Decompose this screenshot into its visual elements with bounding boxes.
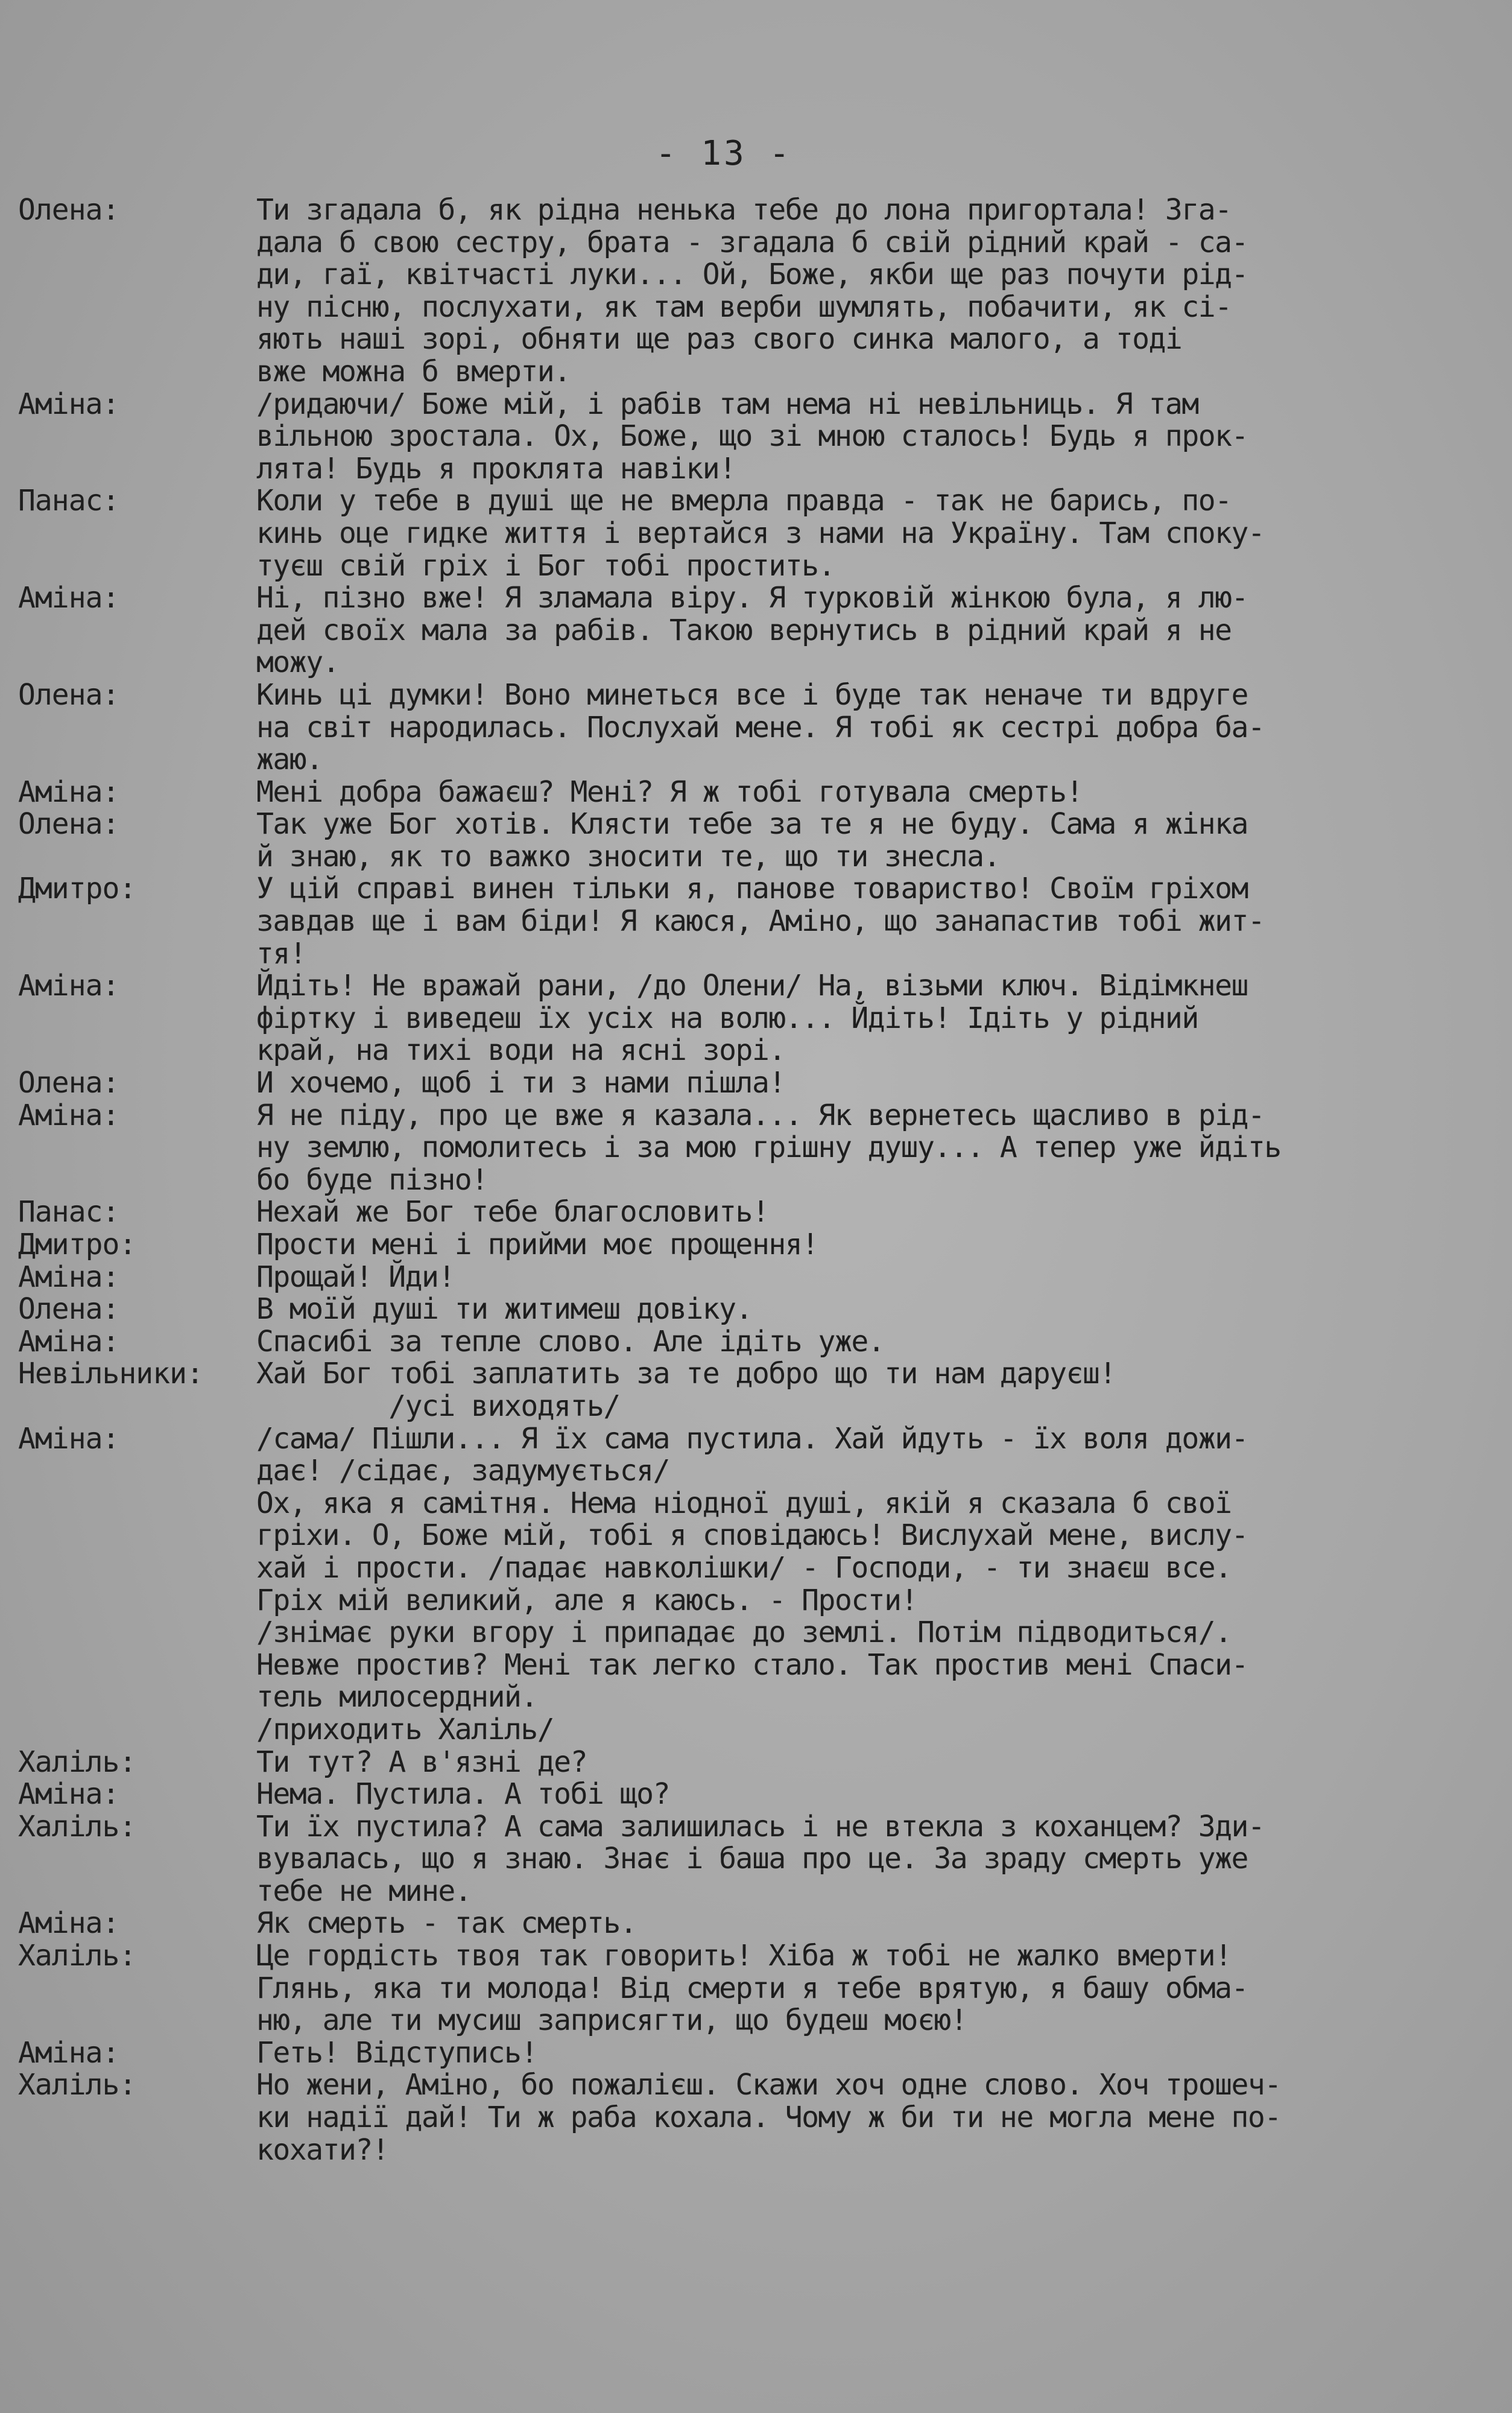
speaker-name: Панас: [18, 484, 119, 518]
speaker-name: Невільники: [18, 1357, 203, 1391]
script-line [18, 1067, 1496, 1100]
script-line [18, 2069, 1496, 2102]
dialogue-text: Так уже Бог хотів. Клясти тебе за те я не буду. Сама я жінка [256, 807, 1248, 842]
speaker-name: Аміна: [18, 1324, 119, 1359]
script-line [18, 2037, 1496, 2070]
dialogue-text: можу. [256, 645, 339, 680]
script-line [18, 970, 1496, 1003]
dialogue-text: Спасибі за тепле слово. Але ідіть уже. [256, 1324, 885, 1359]
dialogue-text: ну землю, помолитесь і за мою грішну душу... А тепер уже йдіть [256, 1130, 1281, 1165]
dialogue-text: Геть! Відступись! [256, 2035, 537, 2070]
script-line [18, 1488, 1496, 1520]
dialogue-text: Це гордість твоя так говорить! Хіба ж тобі не жалко вмерти! [256, 1939, 1232, 1973]
dialogue-text: на світ народилась. Послухай мене. Я тобі як сестрі добра ба- [256, 710, 1265, 744]
script-line [18, 873, 1496, 905]
script-line [18, 356, 1496, 388]
dialogue-text: ки надії дай! Ти ж раба кохала. Чому ж би ти не могла мене по- [256, 2101, 1281, 2135]
script-line [18, 1714, 1496, 1746]
dialogue-text: й знаю, як то важко зносити те, що ти знесла. [256, 839, 1000, 874]
dialogue-text: край, на тихі води на ясні зорі. [256, 1033, 785, 1068]
dialogue-text: Нема. Пустила. А тобі що? [256, 1777, 669, 1812]
script-line [18, 2102, 1496, 2134]
speaker-name: Олена: [18, 677, 119, 712]
speaker-name: Аміна: [18, 1421, 119, 1456]
speaker-name: Аміна: [18, 1260, 119, 1294]
dialogue-text: /приходить Халіль/ [256, 1712, 554, 1746]
script-line [18, 744, 1496, 776]
dialogue-text: Но жени, Аміно, бо пожалієш. Скажи хоч одне слово. Хоч трошеч- [256, 2068, 1281, 2102]
script-line [18, 1876, 1496, 1908]
speaker-name: Аміна: [18, 1098, 119, 1132]
dialogue-text: дей своїх мала за рабів. Такою вернутись в рідний край я не [256, 613, 1232, 647]
dialogue-text: Кинь ці думки! Воно минеться все і буде так неначе ти вдруге [256, 677, 1248, 712]
dialogue-text: хай і прости. /падає навколішки/ - Господи, - ти знаєш все. [256, 1550, 1232, 1585]
dialogue-text: Ох, яка я самітня. Нема ніодної душі, якій я сказала б свої [256, 1486, 1232, 1520]
script-line [18, 1390, 1496, 1423]
speaker-name: Аміна: [18, 969, 119, 1003]
script-line [18, 1585, 1496, 1617]
dialogue-text: /усі виходять/ [256, 1389, 620, 1423]
speaker-name: Панас: [18, 1195, 119, 1229]
script-line [18, 1520, 1496, 1552]
script-line [18, 1940, 1496, 1973]
speaker-name: Аміна: [18, 2035, 119, 2070]
dialogue-text: вільною зростала. Ох, Боже, що зі мною сталось! Будь я прок- [256, 419, 1248, 454]
script-line [18, 1196, 1496, 1229]
script-line [18, 905, 1496, 938]
script-line [18, 291, 1496, 324]
script-line [18, 1552, 1496, 1585]
dialogue-text: Нехай же Бог тебе благословить! [256, 1195, 769, 1229]
script-line [18, 194, 1496, 227]
dialogue-text: Ти згадала б, як рідна ненька тебе до лона пригортала! Зга- [256, 193, 1232, 227]
dialogue-text: туєш свій гріх і Бог тобі простить. [256, 548, 835, 583]
dialogue-text: Мені добра бажаєш? Мені? Я ж тобі готувала смерть! [256, 775, 1083, 809]
dialogue-text: кинь оце гидке життя і вертайся з нами на Україну. Там споку- [256, 516, 1265, 550]
speaker-name: Олена: [18, 807, 119, 842]
dialogue-text: гріхи. О, Боже мій, тобі я сповідаюсь! Вислухай мене, вислу- [256, 1518, 1248, 1553]
speaker-name: Олена: [18, 193, 119, 227]
speaker-name: Олена: [18, 1292, 119, 1327]
dialogue-text: Прощай! Йди! [256, 1260, 455, 1294]
script-line [18, 1035, 1496, 1067]
dialogue-text: бо буде пізно! [256, 1162, 488, 1197]
script-line [18, 550, 1496, 583]
dialogue-text: дає! /сідає, задумується/ [256, 1454, 669, 1488]
script-line [18, 841, 1496, 874]
dialogue-text: фіртку і виведеш їх усіх на волю... Йдіть! Ідіть у рідний [256, 1001, 1198, 1035]
dialogue-text: ди, гаї, квітчасті луки... Ой, Боже, якби ще раз почути рід- [256, 258, 1248, 292]
dialogue-text: яють наші зорі, обняти ще раз свого синка малого, а тоді [256, 322, 1182, 357]
dialogue-text: ну пісню, послухати, як там верби шумлять, побачити, як сі- [256, 290, 1232, 324]
script-line [18, 1746, 1496, 1779]
script-line [18, 712, 1496, 744]
dialogue-text: Ти тут? А в'язні де? [256, 1745, 587, 1779]
speaker-name: Аміна: [18, 581, 119, 615]
script-line [18, 453, 1496, 486]
speaker-name: Халіль: [18, 2068, 136, 2102]
speaker-name: Олена: [18, 1066, 119, 1100]
script-line [18, 1132, 1496, 1164]
dialogue-text: кохати?! [256, 2132, 389, 2167]
dialogue-text: /знімає руки вгору і припадає до землі. Потім підводиться/. [256, 1616, 1232, 1650]
script-line [18, 582, 1496, 615]
script-line [18, 808, 1496, 841]
dialogue-text: Як смерть - так смерть. [256, 1906, 637, 1941]
dialogue-text: Коли у тебе в душі ще не вмерла правда - так не барись, по- [256, 484, 1232, 518]
script-line [18, 1778, 1496, 1811]
script-line [18, 420, 1496, 453]
script-line [18, 776, 1496, 809]
dialogue-text: Хай Бог тобі заплатить за те добро що ти нам даруєш! [256, 1357, 1116, 1391]
dialogue-text: вувалась, що я знаю. Знає і баша про це. За зраду смерть уже [256, 1842, 1248, 1876]
script-line [18, 1423, 1496, 1456]
script-line [18, 647, 1496, 679]
script-line [18, 1164, 1496, 1197]
speaker-name: Аміна: [18, 1777, 119, 1812]
dialogue-text: Ти їх пустила? А сама залишилась і не втекла з коханцем? Зди- [256, 1809, 1265, 1844]
speaker-name: Халіль: [18, 1939, 136, 1973]
dialogue-text: тебе не мине. [256, 1874, 472, 1908]
script-line [18, 1617, 1496, 1649]
script-line [18, 1358, 1496, 1390]
dialogue-text: /сама/ Пішли... Я їх сама пустила. Хай йдуть - їх воля дожи- [256, 1421, 1248, 1456]
script-line [18, 1973, 1496, 2005]
dialogue-text: жаю. [256, 743, 323, 777]
dialogue-text: тя! [256, 936, 306, 971]
script-text [18, 194, 1496, 2166]
script-line [18, 1293, 1496, 1326]
dialogue-text: Ні, пізно вже! Я зламала віру. Я турковій жінкою була, я лю- [256, 581, 1248, 615]
dialogue-text: /ридаючи/ Боже мій, і рабів там нема ні невільниць. Я там [256, 387, 1198, 421]
speaker-name: Аміна: [18, 387, 119, 421]
script-line [18, 615, 1496, 647]
script-line [18, 1261, 1496, 1294]
script-line [18, 1003, 1496, 1035]
speaker-name: Дмитро: [18, 872, 136, 906]
dialogue-text: Невже простив? Мені так легко стало. Так простив мені Спаси- [256, 1647, 1248, 1682]
dialogue-text: лята! Будь я проклята навіки! [256, 451, 736, 486]
script-line [18, 1843, 1496, 1876]
dialogue-text: Глянь, яка ти молода! Від смерти я тебе врятую, я башу обма- [256, 1971, 1248, 2005]
dialogue-text: Йдіть! Не вражай рани, /до Олени/ На, візьми ключ. Відімкнеш [256, 969, 1248, 1003]
script-line [18, 1326, 1496, 1359]
script-line [18, 679, 1496, 712]
script-line [18, 2005, 1496, 2037]
script-line [18, 1681, 1496, 1714]
script-line [18, 1811, 1496, 1844]
speaker-name: Дмитро: [18, 1228, 136, 1261]
dialogue-text: В моїй душі ти житимеш довіку. [256, 1292, 752, 1327]
speaker-name: Халіль: [18, 1809, 136, 1844]
speaker-name: Халіль: [18, 1745, 136, 1779]
script-line [18, 259, 1496, 291]
script-line [18, 1455, 1496, 1488]
script-line [18, 1649, 1496, 1682]
script-line [18, 2134, 1496, 2167]
script-line [18, 227, 1496, 259]
speaker-name: Аміна: [18, 1906, 119, 1941]
dialogue-text: Я не піду, про це вже я казала... Як вернетесь щасливо в рід- [256, 1098, 1265, 1132]
script-line [18, 1907, 1496, 1940]
script-line [18, 518, 1496, 550]
script-line [18, 1229, 1496, 1261]
dialogue-text: У цій справі винен тільки я, панове товариство! Своїм гріхом [256, 872, 1248, 906]
dialogue-text: Прости мені і прийми моє прощення! [256, 1228, 818, 1261]
speaker-name: Аміна: [18, 775, 119, 809]
dialogue-text: ню, але ти мусиш заприсягти, що будеш моєю! [256, 2003, 967, 2038]
dialogue-text: завдав ще і вам біди! Я каюся, Аміно, що занапастив тобі жит- [256, 904, 1265, 939]
dialogue-text: Гріх мій великий, але я каюсь. - Прости! [256, 1583, 917, 1617]
script-line [18, 938, 1496, 971]
script-line [18, 1100, 1496, 1132]
script-line [18, 485, 1496, 518]
script-line [18, 388, 1496, 421]
page-number: - 13 - [655, 134, 792, 173]
dialogue-text: дала б свою сестру, брата - згадала б свій рідний край - са- [256, 225, 1248, 259]
dialogue-text: И хочемо, щоб і ти з нами пішла! [256, 1066, 785, 1100]
dialogue-text: вже можна б вмерти. [256, 354, 571, 388]
dialogue-text: тель милосердний. [256, 1680, 537, 1714]
script-line [18, 323, 1496, 356]
